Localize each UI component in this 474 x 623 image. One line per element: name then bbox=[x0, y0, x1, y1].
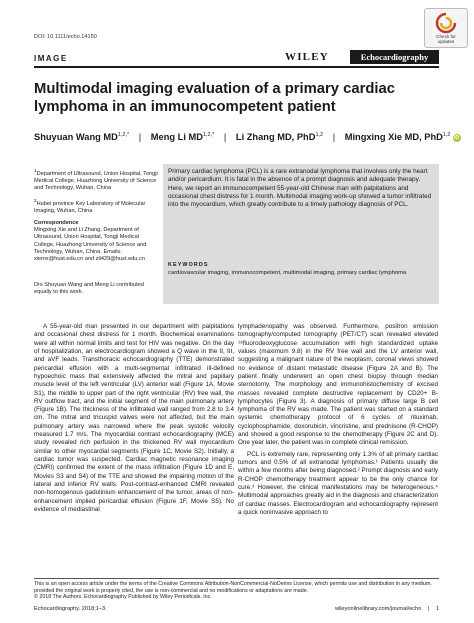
body-paragraph: lymphadenopathy was observed. Furthermore, positron emission tomography/computed tomography (PET/CT) scan revealed elevated ¹⁸fluorodeoxyglucose accumulation with high standardized uptake values (maximum 9.8) in the RV free wall and the LV anterior wall, suggesting a malignant nature of the neoplasm, coronal views showed no evidence of distant metastatic disease (Figure 2A and B). The patient finally underwent an open chest biopsy through median sternotomy. The morphology and immunohistochemistry of excised masses revealed complete destructive replacement by CD20+ B-lymphocytes (Figure 3). A diagnosis of primary diffuse large B cell lymphoma of the RV was made. The patient was started on a standard systemic chemotherapy protocol of 6 cycles of rituximab, cyclophosphamide, doxorubicin, vincristine, and prednisone (R-CHOP) and showed a good response to the chemotherapy (Figure 2C and D). One year later, the patient was in complete clinical remission. bbox=[238, 323, 438, 447]
check-for-updates-badge[interactable] bbox=[424, 8, 468, 48]
correspondence bbox=[34, 220, 159, 263]
body-paragraph: A 55-year-old man presented in our department with palpitations and occasional chest distress for 1 month. Biochemical examinations were all within normal limits and test for HIV was negative. On the day of hospitalization, an electrocardiogram showed a Q wave in the II, III, and aVF leads. Transthoracic echocardiography (TTE) demonstrated pericardial effusion with a multi-segmental infiltrated ill-defined hypoechoic mass that extensively affected the mitral and papillary muscle level of the left ventricular (LV) anterior wall (Figure 1A, Movie S1), the middle to upper part of the right ventricular (RV) free wall, the RV outflow tract, and the initial segment of the main pulmonary artery (Figure 1B). The thickness of the infiltrated wall ranged from 2.8 to 3.4 cm. The mitral and tricuspid valves were not affected, but the main pulmonary artery was narrowed where the peak systolic velocity measured 1.7 m/s. The myocardial contrast echocardiography (MCE) study revealed rich perfusion in the thickened RV wall myocardium similar to other myocardial segments (Figure 1C, Movie S2). Initially, a cardiac tumor was suspected. Cardiac magnetic resonance imaging (CMRI) confirmed the extent of the mass infiltration (Figure 1D and E, Movies S3 and S4) of the TTE and showed the impairing motion of the lateral and inferior RV walls. Post-contrast-enhanced CMRI revealed non-homogenous gadolinium enhancement of the tumor, areas of non-enhancement implied pericardial effusion (Figure 1F, Movie S5). No evidence of mediastinal bbox=[34, 323, 234, 513]
footer-right bbox=[335, 606, 439, 612]
body-column-right bbox=[238, 323, 438, 517]
copyright: © 2018 The Authors. Echocardiography Published by Wiley Periodicals, Inc. bbox=[34, 594, 212, 601]
publisher-logo: WILEY bbox=[285, 51, 329, 63]
author-name[interactable]: Mingxing Xie MD, PhD bbox=[344, 132, 443, 143]
article-title: Multimodal imaging evaluation of a primary cardiac lymphoma in an immunocompetent patient bbox=[34, 81, 395, 115]
keywords-heading: KEYWORDS bbox=[168, 262, 209, 268]
citation: Echocardiography. 2018;1–3. bbox=[34, 606, 107, 612]
page-number: 1 bbox=[435, 606, 440, 612]
affiliation-2: $^2$Hubei province Key Laboratory of Molecular Imaging, Wuhan, China bbox=[34, 198, 146, 215]
body-paragraph: PCL is extremely rare, representing only 1.3% of all primary cardiac tumors and 0.5% of all extranodal lymphomas.¹ Patients usually die within a few months after being diagnosed.² Prompt diagnosis and early R-CHOP chemotherapy treatment appear to be the only chance for cure.³ However, the clinical manifestations may be heterogeneous.⁴ Multimodal approaches greatly aid in the diagnosis and characterization of cardiac masses. Electrocardiogram and echocardiography represent a quick noninvasive approach to bbox=[238, 450, 438, 516]
author-affiliation-mark: 1,2 bbox=[442, 132, 451, 138]
abstract-text: Primary cardiac lymphoma (PCL) is a rare extranodal lymphoma that involves only the heart and/or pericardium. It is fatal in the absence of a prompt diagnosis and adequate therapy. Here, we report an immunocompetent 55-year-old Chinese man with palpitations and occasional chest distress for 1 month. Multimodal imaging work-up showed a tumor infiltrated into the myocardium, which greatly contribute to a timely pathology diagnosis of PCL. bbox=[168, 168, 432, 209]
section-label: IMAGE bbox=[34, 54, 68, 63]
author-name[interactable]: Meng Li MD bbox=[150, 132, 203, 143]
affiliation-1-text: Department of Ultrasound, Union Hospital, Tongji Medical College, Huazhong University of Science and Technology, Wuhan, China bbox=[34, 170, 158, 192]
badge-text-2: updates bbox=[437, 39, 455, 44]
affiliation-1: $^1$Department of Ultrasound, Union Hospital, Tongji Medical College, Huazhong University of Science and Technology, Wuhan, China bbox=[34, 168, 158, 192]
author-separator: | bbox=[223, 132, 227, 143]
author-name[interactable]: Shuyuan Wang MD bbox=[34, 132, 118, 143]
journal-name: Echocardiography bbox=[350, 50, 439, 64]
header-rule bbox=[34, 66, 439, 68]
author-affiliation-mark: 1,2 bbox=[315, 132, 324, 138]
author-list bbox=[34, 132, 459, 143]
author-affiliation-mark: 1,2,* bbox=[202, 132, 215, 138]
footer-rule bbox=[34, 578, 439, 579]
author-separator: | bbox=[332, 132, 336, 143]
footer-separator: | bbox=[427, 606, 430, 612]
author-affiliation-mark: 1,2,* bbox=[117, 132, 130, 138]
journal-url[interactable]: wileyonlinelibrary.com/journal/echo bbox=[335, 606, 422, 612]
doi: DOI: 10.1111/echo.14150 bbox=[34, 34, 97, 40]
badge-text-1: Check for bbox=[436, 34, 456, 39]
check-for-updates-icon bbox=[433, 12, 459, 34]
equal-contribution-note: Drs Shuyuan Wang and Meng Li contributed equally to this work. bbox=[34, 282, 144, 296]
orcid-icon[interactable]: iD bbox=[454, 134, 459, 141]
license-statement: This is an open access article under the terms of the Creative Commons Attribution-NonCommercial-NoDerivs License, which permits use and distribution in any medium, provided the original work is properly cited, the use is non-commercial and no modifications or adaptations are made. bbox=[34, 581, 432, 594]
correspondence-text: Mingxing Xie and Li Zhang, Department of Ultrasound, Union Hospital, Tongji Medical College, Huazhong University of Science and Technology, Wuhan, China. Emails: xiemx@hust.edu.cn and zli429@hust.edu.cn bbox=[34, 227, 147, 263]
body-column-left bbox=[34, 323, 234, 514]
license-text bbox=[34, 581, 439, 601]
keywords: cardiovascular imaging, immunocompetent, multimodal imaging, primary cardiac lymphoma bbox=[168, 270, 407, 276]
correspondence-heading: Correspondence bbox=[34, 220, 79, 226]
affiliation-2-text: Hubei province Key Laboratory of Molecular Imaging, Wuhan, China bbox=[34, 200, 146, 215]
author-name[interactable]: Li Zhang MD, PhD bbox=[235, 132, 316, 143]
author-separator: | bbox=[138, 132, 142, 143]
